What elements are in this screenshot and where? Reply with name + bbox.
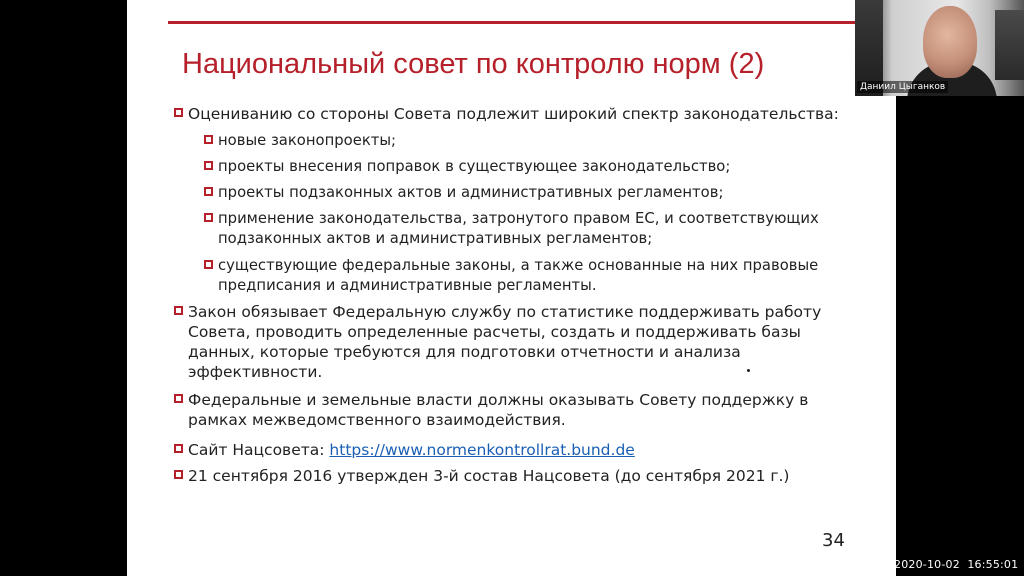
sub-bullet-new-bills	[204, 131, 884, 151]
participant-face	[923, 6, 977, 78]
presentation-slide	[127, 0, 896, 576]
bullet-text: Закон обязывает Федеральную службу по статистике поддерживать работу Совета, проводить определенные расчеты, создать и поддерживать базы данных, которые требуются для подготовки отчетности и анализа эффективности.	[188, 303, 822, 381]
checkbox-bullet-icon	[204, 260, 213, 269]
laser-pointer-dot	[747, 369, 750, 372]
bullet-website	[174, 440, 874, 460]
checkbox-bullet-icon	[204, 161, 213, 170]
sub-bullet-text: новые законопроекты;	[218, 132, 397, 149]
sub-bullet-federal-laws	[204, 256, 819, 296]
website-label: Сайт Нацсовета:	[188, 441, 330, 459]
participant-name-label: Даниил Цыганков	[857, 81, 948, 93]
sub-bullet-text: проекты внесения поправок в существующее законодательство;	[218, 158, 731, 175]
bullet-composition	[174, 466, 884, 486]
sub-bullet-amendments	[204, 157, 884, 177]
checkbox-bullet-icon	[174, 306, 183, 315]
participant-video-tile[interactable]	[855, 0, 1024, 96]
checkbox-bullet-icon	[174, 394, 183, 403]
bullet-statistics	[174, 302, 822, 382]
bullet-support	[174, 390, 822, 430]
sub-bullet-text: проекты подзаконных актов и административных регламентов;	[218, 184, 724, 201]
checkbox-bullet-icon	[204, 187, 213, 196]
slide-number: 34	[822, 530, 845, 551]
slide-top-rule	[168, 21, 896, 24]
sub-bullet-text: существующие федеральные законы, а также основанные на них правовые предписания и административные регламенты.	[218, 257, 819, 294]
bullet-text: 21 сентября 2016 утвержден 3-й состав Нацсовета (до сентября 2021 г.)	[188, 467, 790, 485]
checkbox-bullet-icon	[204, 135, 213, 144]
checkbox-bullet-icon	[174, 470, 183, 479]
bullet-text: Федеральные и земельные власти должны оказывать Совету поддержку в рамках межведомственного взаимодействия.	[188, 391, 809, 429]
recording-timestamp: 2020-10-02 16:55:01	[894, 558, 1019, 571]
sub-bullet-text: применение законодательства, затронутого правом ЕС, и соответствующих подзаконных актов и административных регламентов;	[218, 210, 819, 247]
website-link[interactable]: https://www.normenkontrollrat.bund.de	[329, 441, 635, 459]
bullet-text: Оцениванию со стороны Совета подлежит широкий спектр законодательства:	[188, 105, 839, 123]
sub-bullet-regulations	[204, 183, 884, 203]
slide-title: Национальный совет по контролю норм (2)	[182, 48, 765, 80]
video-background-shelf	[995, 10, 1024, 80]
checkbox-bullet-icon	[174, 108, 183, 117]
checkbox-bullet-icon	[204, 213, 213, 222]
checkbox-bullet-icon	[174, 444, 183, 453]
bullet-scope	[174, 104, 894, 124]
sub-bullet-eu-law	[204, 209, 819, 249]
